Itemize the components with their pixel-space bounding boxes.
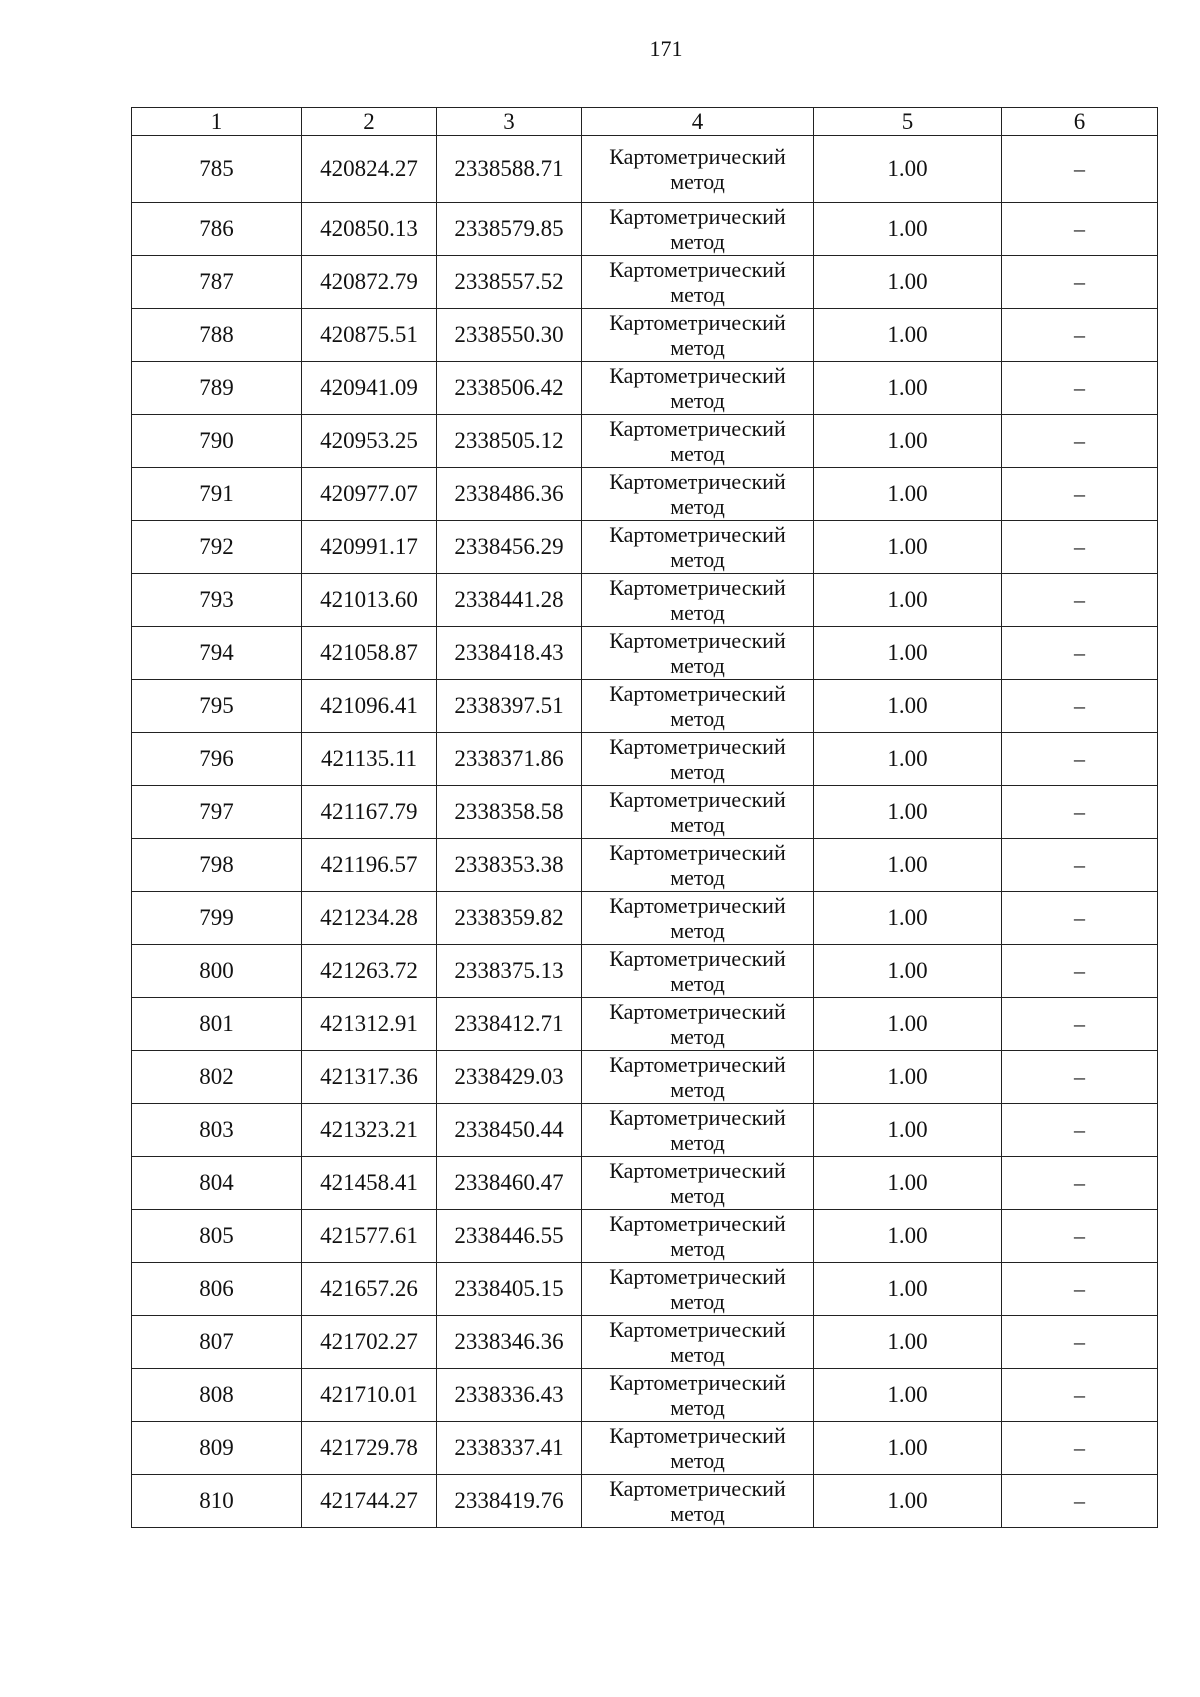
method-cell: Картометрический метод <box>582 786 814 839</box>
method-cell: Картометрический метод <box>582 521 814 574</box>
y-coordinate-cell: 2338359.82 <box>437 892 582 945</box>
accuracy-cell: 1.00 <box>814 627 1002 680</box>
note-cell: – <box>1002 998 1158 1051</box>
coordinates-table <box>131 107 1158 1528</box>
x-coordinate-cell: 421013.60 <box>302 574 437 627</box>
accuracy-cell: 1.00 <box>814 733 1002 786</box>
point-number-cell: 808 <box>132 1369 302 1422</box>
point-number-cell: 806 <box>132 1263 302 1316</box>
accuracy-cell: 1.00 <box>814 945 1002 998</box>
note-cell: – <box>1002 362 1158 415</box>
point-number-cell: 803 <box>132 1104 302 1157</box>
header-col-2: 2 <box>302 108 437 136</box>
accuracy-cell: 1.00 <box>814 136 1002 203</box>
y-coordinate-cell: 2338441.28 <box>437 574 582 627</box>
y-coordinate-cell: 2338353.38 <box>437 839 582 892</box>
note-cell: – <box>1002 1422 1158 1475</box>
note-cell: – <box>1002 733 1158 786</box>
header-col-5: 5 <box>814 108 1002 136</box>
y-coordinate-cell: 2338375.13 <box>437 945 582 998</box>
accuracy-cell: 1.00 <box>814 1422 1002 1475</box>
method-cell: Картометрический метод <box>582 362 814 415</box>
note-cell: – <box>1002 1210 1158 1263</box>
note-cell: – <box>1002 1316 1158 1369</box>
point-number-cell: 795 <box>132 680 302 733</box>
table-row <box>132 1369 1158 1422</box>
accuracy-cell: 1.00 <box>814 521 1002 574</box>
x-coordinate-cell: 421234.28 <box>302 892 437 945</box>
header-col-3: 3 <box>437 108 582 136</box>
header-col-4: 4 <box>582 108 814 136</box>
point-number-cell: 796 <box>132 733 302 786</box>
table-row <box>132 1157 1158 1210</box>
table-row <box>132 627 1158 680</box>
y-coordinate-cell: 2338446.55 <box>437 1210 582 1263</box>
y-coordinate-cell: 2338419.76 <box>437 1475 582 1528</box>
method-cell: Картометрический метод <box>582 574 814 627</box>
x-coordinate-cell: 421657.26 <box>302 1263 437 1316</box>
point-number-cell: 800 <box>132 945 302 998</box>
note-cell: – <box>1002 468 1158 521</box>
note-cell: – <box>1002 839 1158 892</box>
accuracy-cell: 1.00 <box>814 1210 1002 1263</box>
accuracy-cell: 1.00 <box>814 1051 1002 1104</box>
x-coordinate-cell: 420941.09 <box>302 362 437 415</box>
point-number-cell: 788 <box>132 309 302 362</box>
accuracy-cell: 1.00 <box>814 998 1002 1051</box>
note-cell: – <box>1002 136 1158 203</box>
method-cell: Картометрический метод <box>582 415 814 468</box>
x-coordinate-cell: 421710.01 <box>302 1369 437 1422</box>
method-cell: Картометрический метод <box>582 1051 814 1104</box>
x-coordinate-cell: 421702.27 <box>302 1316 437 1369</box>
accuracy-cell: 1.00 <box>814 1263 1002 1316</box>
y-coordinate-cell: 2338405.15 <box>437 1263 582 1316</box>
note-cell: – <box>1002 892 1158 945</box>
x-coordinate-cell: 421317.36 <box>302 1051 437 1104</box>
x-coordinate-cell: 421729.78 <box>302 1422 437 1475</box>
method-cell: Картометрический метод <box>582 945 814 998</box>
note-cell: – <box>1002 1104 1158 1157</box>
point-number-cell: 810 <box>132 1475 302 1528</box>
accuracy-cell: 1.00 <box>814 362 1002 415</box>
accuracy-cell: 1.00 <box>814 309 1002 362</box>
table-row <box>132 415 1158 468</box>
note-cell: – <box>1002 1051 1158 1104</box>
point-number-cell: 809 <box>132 1422 302 1475</box>
accuracy-cell: 1.00 <box>814 1316 1002 1369</box>
table-row <box>132 468 1158 521</box>
accuracy-cell: 1.00 <box>814 786 1002 839</box>
table-row <box>132 574 1158 627</box>
y-coordinate-cell: 2338557.52 <box>437 256 582 309</box>
point-number-cell: 802 <box>132 1051 302 1104</box>
note-cell: – <box>1002 1157 1158 1210</box>
table-row <box>132 998 1158 1051</box>
accuracy-cell: 1.00 <box>814 574 1002 627</box>
table-row <box>132 733 1158 786</box>
note-cell: – <box>1002 309 1158 362</box>
point-number-cell: 791 <box>132 468 302 521</box>
point-number-cell: 799 <box>132 892 302 945</box>
accuracy-cell: 1.00 <box>814 1104 1002 1157</box>
point-number-cell: 792 <box>132 521 302 574</box>
point-number-cell: 790 <box>132 415 302 468</box>
method-cell: Картометрический метод <box>582 203 814 256</box>
x-coordinate-cell: 421458.41 <box>302 1157 437 1210</box>
x-coordinate-cell: 420872.79 <box>302 256 437 309</box>
method-cell: Картометрический метод <box>582 733 814 786</box>
x-coordinate-cell: 420824.27 <box>302 136 437 203</box>
point-number-cell: 787 <box>132 256 302 309</box>
method-cell: Картометрический метод <box>582 309 814 362</box>
note-cell: – <box>1002 521 1158 574</box>
method-cell: Картометрический метод <box>582 256 814 309</box>
method-cell: Картометрический метод <box>582 627 814 680</box>
table-row <box>132 309 1158 362</box>
y-coordinate-cell: 2338336.43 <box>437 1369 582 1422</box>
method-cell: Картометрический метод <box>582 1157 814 1210</box>
method-cell: Картометрический метод <box>582 1104 814 1157</box>
point-number-cell: 804 <box>132 1157 302 1210</box>
method-cell: Картометрический метод <box>582 136 814 203</box>
method-cell: Картометрический метод <box>582 1263 814 1316</box>
method-cell: Картометрический метод <box>582 680 814 733</box>
x-coordinate-cell: 421323.21 <box>302 1104 437 1157</box>
x-coordinate-cell: 421196.57 <box>302 839 437 892</box>
accuracy-cell: 1.00 <box>814 1157 1002 1210</box>
accuracy-cell: 1.00 <box>814 892 1002 945</box>
table-row <box>132 839 1158 892</box>
point-number-cell: 786 <box>132 203 302 256</box>
method-cell: Картометрический метод <box>582 1210 814 1263</box>
y-coordinate-cell: 2338429.03 <box>437 1051 582 1104</box>
y-coordinate-cell: 2338579.85 <box>437 203 582 256</box>
y-coordinate-cell: 2338506.42 <box>437 362 582 415</box>
table-row <box>132 1422 1158 1475</box>
table-row <box>132 136 1158 203</box>
method-cell: Картометрический метод <box>582 998 814 1051</box>
point-number-cell: 798 <box>132 839 302 892</box>
y-coordinate-cell: 2338456.29 <box>437 521 582 574</box>
y-coordinate-cell: 2338346.36 <box>437 1316 582 1369</box>
x-coordinate-cell: 420991.17 <box>302 521 437 574</box>
note-cell: – <box>1002 1475 1158 1528</box>
table-row <box>132 362 1158 415</box>
method-cell: Картометрический метод <box>582 1475 814 1528</box>
x-coordinate-cell: 420875.51 <box>302 309 437 362</box>
y-coordinate-cell: 2338460.47 <box>437 1157 582 1210</box>
table-row <box>132 1051 1158 1104</box>
header-col-1: 1 <box>132 108 302 136</box>
accuracy-cell: 1.00 <box>814 203 1002 256</box>
note-cell: – <box>1002 574 1158 627</box>
header-row <box>132 108 1158 136</box>
accuracy-cell: 1.00 <box>814 839 1002 892</box>
table-row <box>132 1316 1158 1369</box>
accuracy-cell: 1.00 <box>814 256 1002 309</box>
x-coordinate-cell: 420953.25 <box>302 415 437 468</box>
table-body <box>132 136 1158 1528</box>
accuracy-cell: 1.00 <box>814 680 1002 733</box>
x-coordinate-cell: 421263.72 <box>302 945 437 998</box>
coordinates-table-container <box>131 107 1158 1528</box>
note-cell: – <box>1002 945 1158 998</box>
y-coordinate-cell: 2338450.44 <box>437 1104 582 1157</box>
table-row <box>132 1263 1158 1316</box>
point-number-cell: 785 <box>132 136 302 203</box>
method-cell: Картометрический метод <box>582 839 814 892</box>
note-cell: – <box>1002 627 1158 680</box>
y-coordinate-cell: 2338550.30 <box>437 309 582 362</box>
accuracy-cell: 1.00 <box>814 1369 1002 1422</box>
x-coordinate-cell: 421577.61 <box>302 1210 437 1263</box>
note-cell: – <box>1002 1369 1158 1422</box>
x-coordinate-cell: 421096.41 <box>302 680 437 733</box>
table-row <box>132 786 1158 839</box>
table-row <box>132 1475 1158 1528</box>
point-number-cell: 794 <box>132 627 302 680</box>
accuracy-cell: 1.00 <box>814 415 1002 468</box>
table-row <box>132 680 1158 733</box>
note-cell: – <box>1002 415 1158 468</box>
point-number-cell: 797 <box>132 786 302 839</box>
point-number-cell: 789 <box>132 362 302 415</box>
y-coordinate-cell: 2338486.36 <box>437 468 582 521</box>
table-row <box>132 256 1158 309</box>
y-coordinate-cell: 2338505.12 <box>437 415 582 468</box>
table-row <box>132 203 1158 256</box>
y-coordinate-cell: 2338412.71 <box>437 998 582 1051</box>
x-coordinate-cell: 421135.11 <box>302 733 437 786</box>
note-cell: – <box>1002 256 1158 309</box>
accuracy-cell: 1.00 <box>814 468 1002 521</box>
method-cell: Картометрический метод <box>582 892 814 945</box>
y-coordinate-cell: 2338588.71 <box>437 136 582 203</box>
y-coordinate-cell: 2338358.58 <box>437 786 582 839</box>
table-row <box>132 945 1158 998</box>
table-row <box>132 521 1158 574</box>
method-cell: Картометрический метод <box>582 468 814 521</box>
method-cell: Картометрический метод <box>582 1422 814 1475</box>
method-cell: Картометрический метод <box>582 1316 814 1369</box>
table-row <box>132 892 1158 945</box>
point-number-cell: 807 <box>132 1316 302 1369</box>
x-coordinate-cell: 421744.27 <box>302 1475 437 1528</box>
y-coordinate-cell: 2338418.43 <box>437 627 582 680</box>
y-coordinate-cell: 2338337.41 <box>437 1422 582 1475</box>
note-cell: – <box>1002 786 1158 839</box>
x-coordinate-cell: 421058.87 <box>302 627 437 680</box>
x-coordinate-cell: 420977.07 <box>302 468 437 521</box>
accuracy-cell: 1.00 <box>814 1475 1002 1528</box>
header-col-6: 6 <box>1002 108 1158 136</box>
y-coordinate-cell: 2338397.51 <box>437 680 582 733</box>
x-coordinate-cell: 421312.91 <box>302 998 437 1051</box>
x-coordinate-cell: 421167.79 <box>302 786 437 839</box>
note-cell: – <box>1002 680 1158 733</box>
table-header <box>132 108 1158 136</box>
y-coordinate-cell: 2338371.86 <box>437 733 582 786</box>
table-row <box>132 1210 1158 1263</box>
point-number-cell: 801 <box>132 998 302 1051</box>
x-coordinate-cell: 420850.13 <box>302 203 437 256</box>
note-cell: – <box>1002 203 1158 256</box>
note-cell: – <box>1002 1263 1158 1316</box>
point-number-cell: 793 <box>132 574 302 627</box>
page-number: 171 <box>649 36 683 61</box>
point-number-cell: 805 <box>132 1210 302 1263</box>
table-row <box>132 1104 1158 1157</box>
method-cell: Картометрический метод <box>582 1369 814 1422</box>
